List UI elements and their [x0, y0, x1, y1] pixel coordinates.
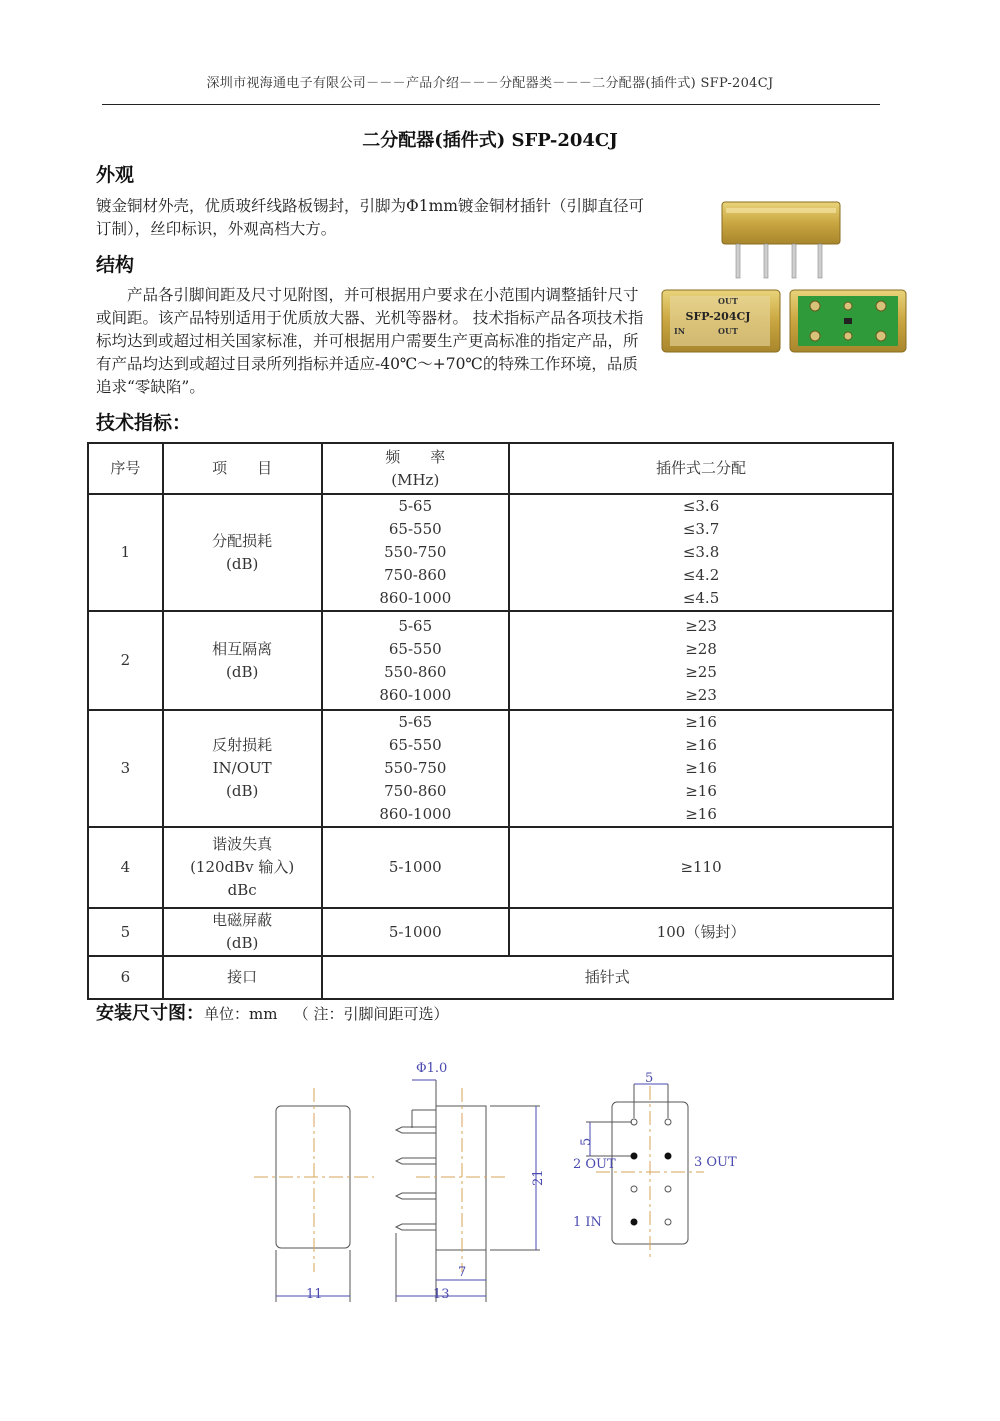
photo-label-in: IN	[674, 326, 686, 336]
pin-diameter-label: Φ1.0	[416, 1061, 448, 1076]
page-header: 深圳市视海通电子有限公司－－－产品介绍－－－分配器类－－－二分配器(插件式) SFP-204CJ	[206, 76, 774, 91]
install-note: （ 注：引脚间距可选）	[293, 1005, 449, 1023]
side-view-pins	[396, 1127, 436, 1230]
table-row: 5 电磁屏蔽 (dB) 5-1000 100（锡封）	[88, 908, 893, 956]
install-unit: 单位：mm	[204, 1005, 278, 1023]
table-header-row	[88, 443, 893, 494]
spec-table	[87, 442, 894, 1000]
table-row: 3 反射损耗 IN/OUT (dB) 5-65 65-550 550-750 750-860 860-1000 ≥16 ≥16 ≥16 ≥16 ≥16	[88, 710, 893, 827]
install-heading: 安装尺寸图：	[96, 1003, 204, 1024]
appearance-text: 镀金铜材外壳，优质玻纤线路板锡封，引脚为Φ1mm镀金铜材插针（引脚直径可订制），丝印标识，外观高档大方。	[96, 197, 644, 238]
port-3-label: 3 OUT	[694, 1155, 737, 1170]
structure-heading: 结构	[96, 254, 135, 276]
photo-label-out-bottom: OUT	[718, 326, 738, 336]
header-no: 序号	[88, 443, 163, 494]
table-row: 4 谐波失真 (120dBv 输入) dBc 5-1000 ≥110	[88, 827, 893, 908]
dim-pin-pitch-v: 5	[579, 1137, 594, 1146]
dim-total-width: 13	[433, 1287, 450, 1302]
header-freq: 频 率 (MHz)	[322, 443, 510, 494]
header-value: 插件式二分配	[509, 443, 893, 494]
dimension-drawing	[240, 1050, 760, 1314]
product-bottom-view	[790, 290, 906, 352]
table-row: 1 分配损耗 (dB) 5-65 65-550 550-750 750-860 860-1000 ≤3.6 ≤3.7 ≤3.8 ≤4.2 ≤4.5	[88, 494, 893, 611]
install-line	[96, 999, 448, 1025]
port-1-label: 1 IN	[573, 1215, 602, 1230]
page-title: 二分配器(插件式) SFP-204CJ	[362, 130, 618, 151]
header-item: 项 目	[163, 443, 322, 494]
dim-pin-offset: 7	[458, 1265, 467, 1280]
side-view-body	[436, 1106, 486, 1250]
photo-label-model: SFP-204CJ	[685, 310, 751, 323]
table-row: 2 相互隔离 (dB) 5-65 65-550 550-860 860-1000 ≥23 ≥28 ≥25 ≥23	[88, 611, 893, 710]
structure-text: 产品各引脚间距及尺寸见附图，并可根据用户要求在小范围内调整插针尺寸或间距。该产品特别适用于优质放大器、光机等器材。 技术指标产品各项技术指标均达到或超过相关国家标准，并可根据用户需要生产更高标准的指定产品，所有产品均达到或超过目录所列指标并适应-40℃～+70℃的特殊工作环境，品质追求“零缺陷”。	[96, 286, 644, 396]
header-rule	[102, 104, 880, 105]
product-side-view	[722, 202, 840, 278]
photo-label-out-top: OUT	[718, 296, 738, 306]
dim-height: 21	[531, 1169, 546, 1186]
dim-width-front: 11	[306, 1287, 323, 1302]
dim-pin-pitch-h: 5	[645, 1071, 654, 1086]
product-top-view	[662, 290, 780, 352]
appearance-heading: 外观	[96, 164, 135, 186]
table-row: 6 接口 插针式	[88, 956, 893, 999]
port-2-label: 2 OUT	[573, 1157, 616, 1172]
product-photo	[660, 196, 910, 361]
specs-heading: 技术指标：	[96, 412, 192, 434]
